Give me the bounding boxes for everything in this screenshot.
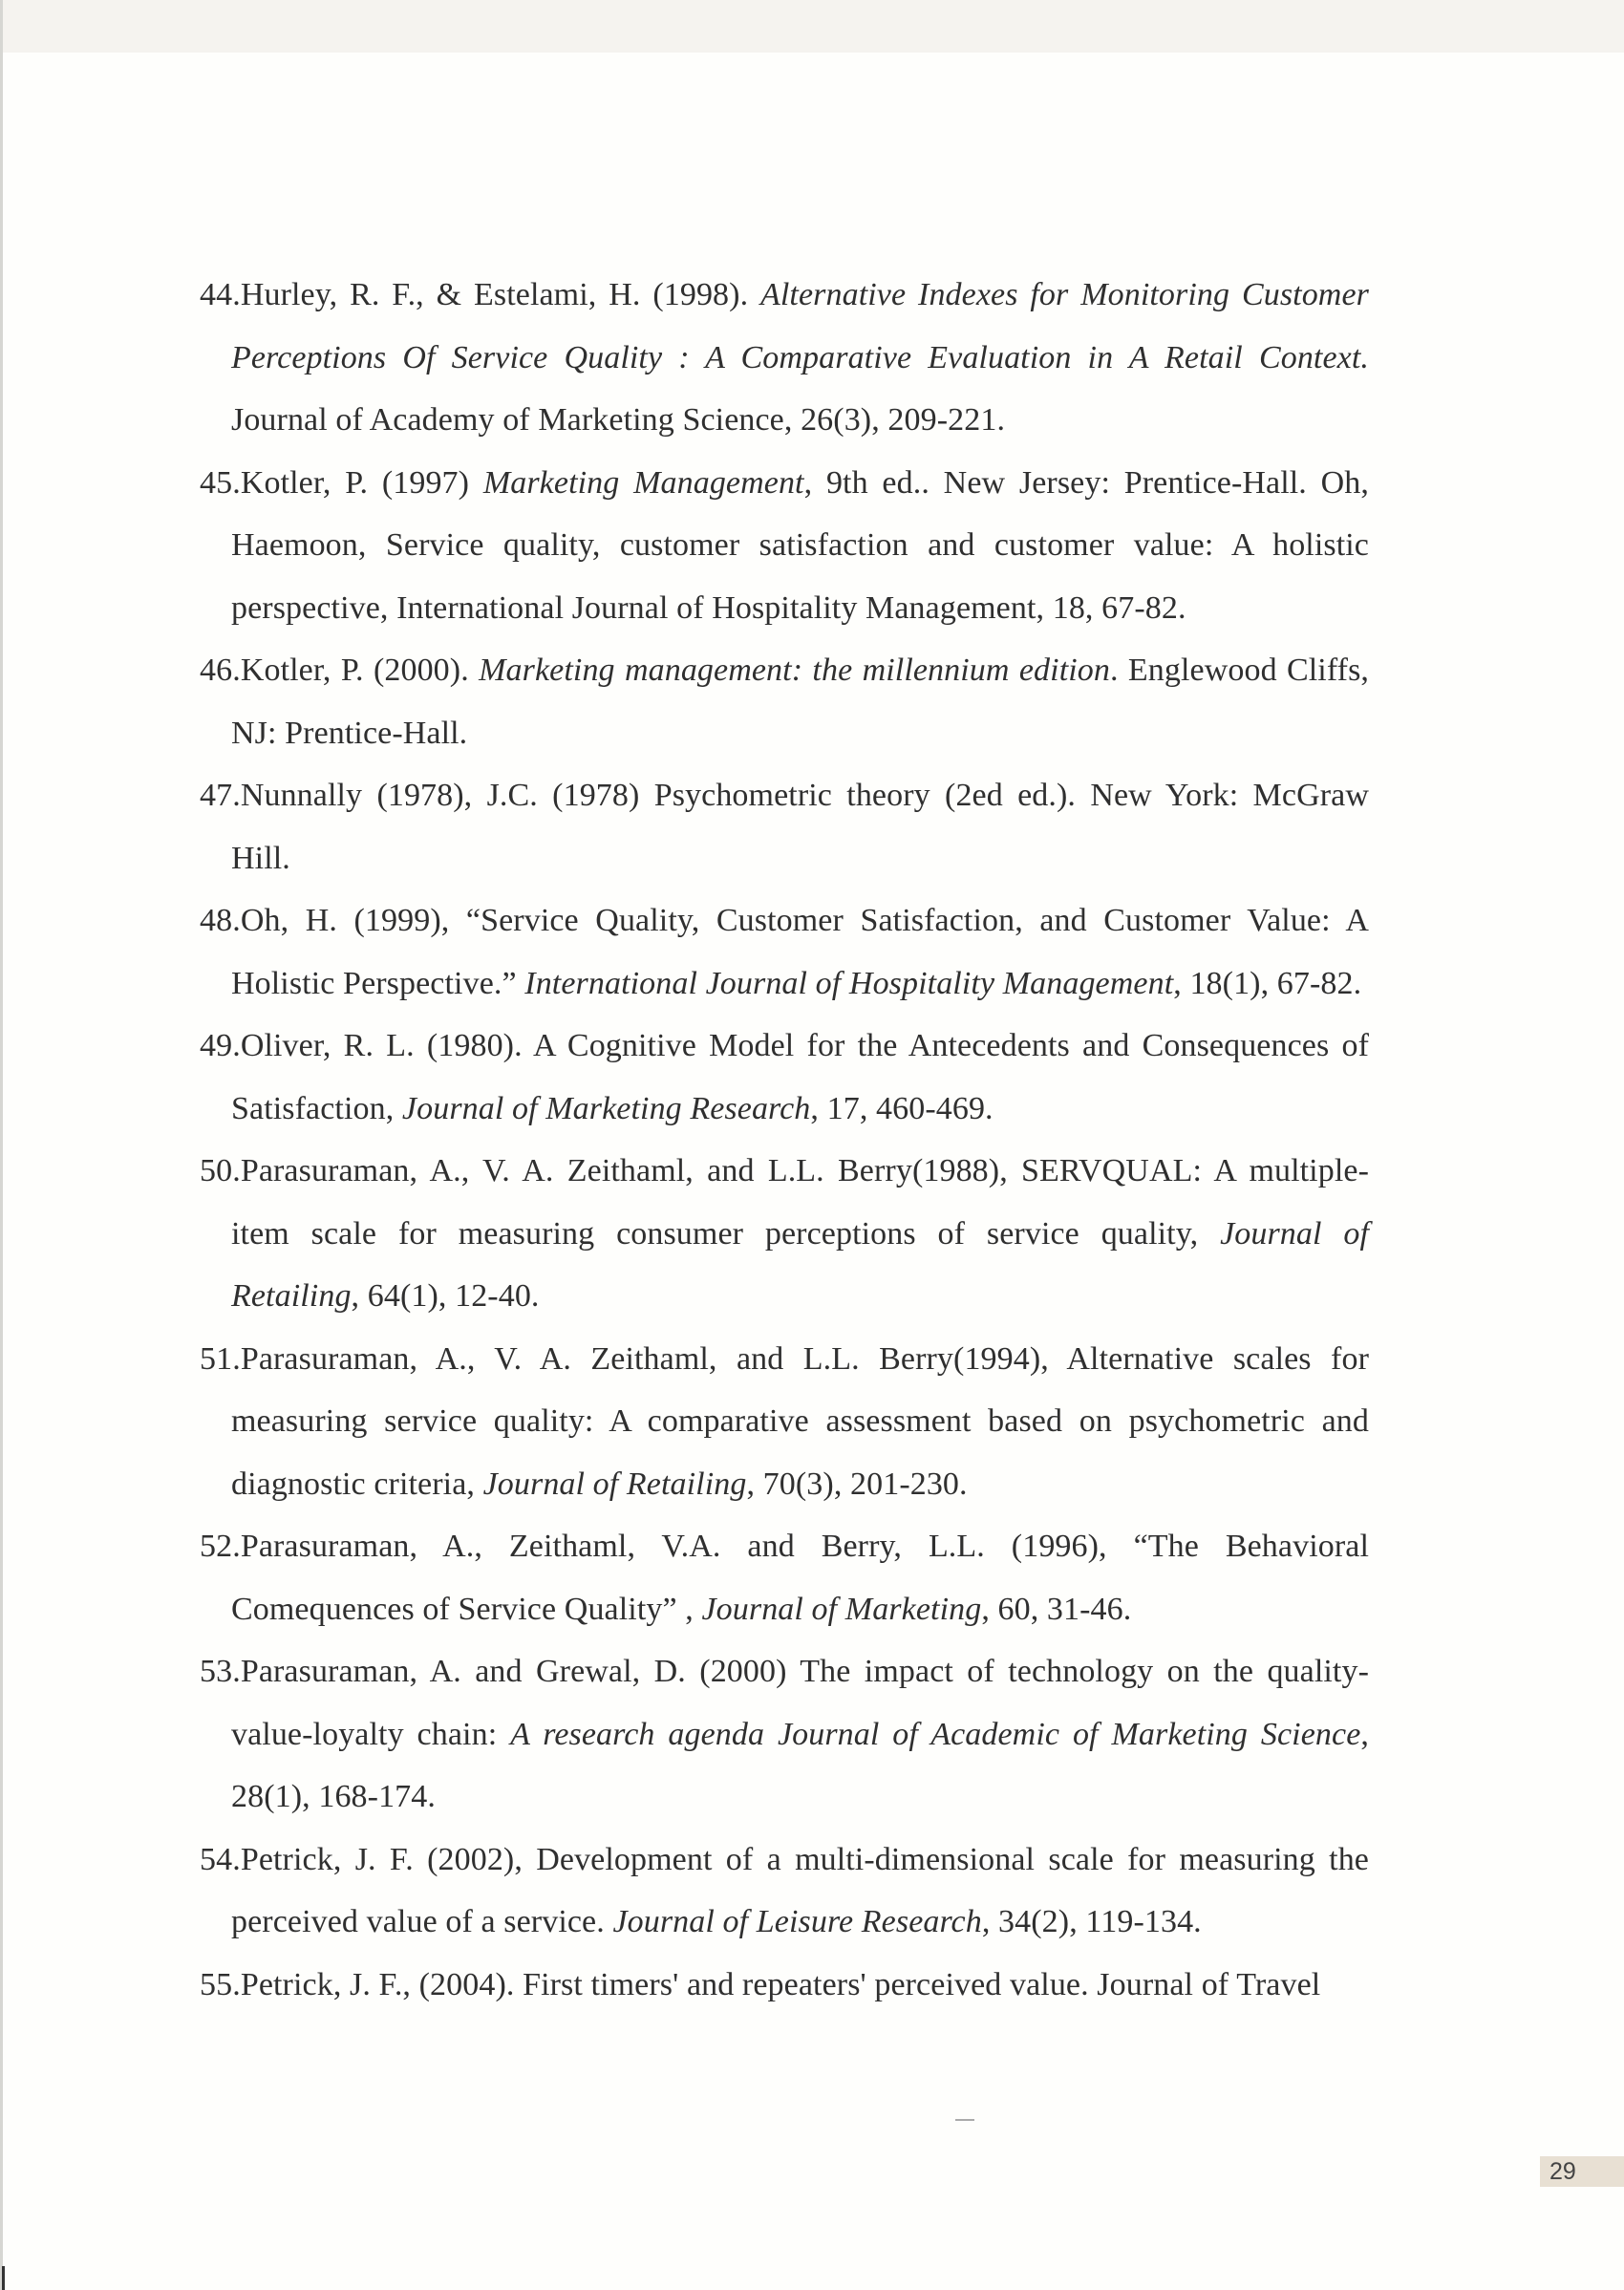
- reference-text: Parasuraman, A. and Grewal, D. (2000) The impact of technology on the quality-value-loyalty chain:: [231, 1654, 1369, 1752]
- reference-entry: [200, 1015, 1369, 1140]
- reference-number: 49.: [200, 1028, 241, 1063]
- reference-entry: [200, 452, 1369, 640]
- reference-number: 53.: [200, 1654, 241, 1689]
- reference-text: , 60, 31-46.: [981, 1591, 1132, 1627]
- reference-number: 51.: [200, 1340, 241, 1377]
- scan-left-edge: [0, 0, 3, 2290]
- reference-text: , 70(3), 201-230.: [746, 1466, 968, 1502]
- reference-text: Kotler, P. (2000).: [240, 653, 480, 688]
- reference-text: . Englewood Cliffs, NJ: Prentice-Hall.: [231, 653, 1370, 751]
- reference-entry: [200, 264, 1369, 452]
- reference-number: 52.: [200, 1529, 241, 1564]
- reference-title-italic: Journal of Retailing: [482, 1466, 747, 1502]
- reference-number: 45.: [200, 464, 241, 501]
- reference-entry: [200, 1954, 1369, 2017]
- reference-title-italic: A research agenda Journal of Academic of Marketing Science: [510, 1716, 1361, 1752]
- reference-title-italic: Journal of Marketing Research: [401, 1090, 811, 1126]
- reference-text: , 17, 460-469.: [810, 1090, 994, 1126]
- reference-text: Parasuraman, A., V. A. Zeithaml, and L.L. Berry(1988), SERVQUAL: A multiple-item scale for measuring consumer perceptions of service quality,: [231, 1153, 1369, 1252]
- reference-text: , 18(1), 67-82.: [1173, 965, 1362, 1001]
- reference-title-italic: Journal of Marketing: [701, 1591, 982, 1627]
- reference-entry: [200, 1640, 1369, 1829]
- scan-top-band: [0, 0, 1624, 53]
- reference-title-italic: Marketing Management: [482, 464, 804, 501]
- reference-text: Nunnally (1978), J.C. (1978) Psychometric theory (2ed ed.). New York: McGraw Hill.: [231, 778, 1369, 876]
- reference-entry: [200, 1829, 1369, 1954]
- reference-number: 47.: [200, 778, 241, 813]
- reference-text: , 34(2), 119-134.: [981, 1904, 1202, 1939]
- reference-title-italic: Alternative Indexes for Monitoring Customer Perceptions Of Service Quality : A Comparative Evaluation in A Retail Context.: [231, 277, 1369, 375]
- reference-text: , 28(1), 168-174.: [231, 1716, 1369, 1814]
- reference-title-italic: Journal of Leisure Research: [612, 1904, 982, 1939]
- reference-entry: [200, 764, 1369, 889]
- scan-speck: [955, 2119, 974, 2121]
- reference-entry: [200, 639, 1369, 764]
- reference-number: 50.: [200, 1153, 241, 1188]
- reference-number: 46.: [200, 653, 241, 688]
- reference-text: Oliver, R. L. (1980). A Cognitive Model for the Antecedents and Consequences of Satisfaction,: [231, 1028, 1369, 1126]
- reference-entry: [200, 1140, 1369, 1328]
- reference-text: , 9th ed.. New Jersey: Prentice-Hall. Oh, Haemoon, Service quality, customer satisfaction and customer value: A holistic perspective, International Journal of Hospitality Management, 18, 67-82.: [231, 464, 1370, 626]
- reference-title-italic: Marketing management: the millennium edition: [479, 653, 1110, 688]
- reference-text: Oh, H. (1999), “Service Quality, Customer Satisfaction, and Customer Value: A Holistic Perspective.”: [231, 903, 1369, 1001]
- reference-list: [200, 264, 1369, 2016]
- scan-mark: [2, 2266, 5, 2290]
- reference-number: 48.: [200, 903, 241, 938]
- reference-text: , 64(1), 12-40.: [351, 1278, 540, 1314]
- reference-text: Hurley, R. F., & Estelami, H. (1998).: [240, 277, 761, 312]
- reference-number: 55.: [200, 1966, 241, 2002]
- reference-title-italic: International Journal of Hospitality Management: [524, 965, 1174, 1001]
- reference-title-italic: Journal of Retailing: [231, 1215, 1370, 1314]
- reference-text: Parasuraman, A., V. A. Zeithaml, and L.L. Berry(1994), Alternative scales for measuring service quality: A comparative assessment based on psychometric and diagnostic criteria,: [231, 1340, 1369, 1502]
- reference-entry: [200, 889, 1369, 1015]
- reference-text: Kotler, P. (1997): [240, 464, 483, 501]
- page-number: 29: [1540, 2156, 1624, 2187]
- reference-number: 44.: [200, 277, 241, 312]
- reference-text: Petrick, J. F. (2002), Development of a multi-dimensional scale for measuring the perceived value of a service.: [231, 1841, 1369, 1939]
- reference-text: Journal of Academy of Marketing Science, 26(3), 209-221.: [231, 402, 1006, 438]
- reference-text: Parasuraman, A., Zeithaml, V.A. and Berry, L.L. (1996), “The Behavioral Comequences of Service Quality” ,: [231, 1529, 1369, 1627]
- reference-text: Petrick, J. F., (2004). First timers' and repeaters' perceived value. Journal of Travel: [240, 1966, 1321, 2002]
- reference-entry: [200, 1515, 1369, 1640]
- reference-entry: [200, 1328, 1369, 1516]
- reference-number: 54.: [200, 1841, 241, 1877]
